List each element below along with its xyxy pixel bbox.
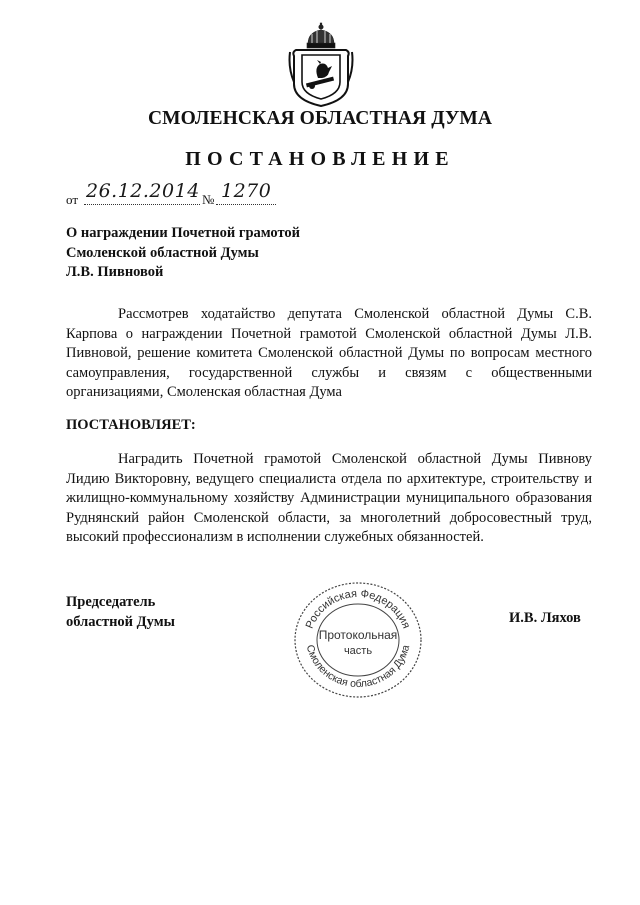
handwritten-number: 1270 <box>221 180 272 202</box>
handwritten-date: 26.12.2014 <box>86 180 200 202</box>
preamble-text: Рассмотрев ходатайство депутата Смоленской областной Думы С.В. Карпова о награждении Почетной грамотой Смоленской областной Думы Л.В. Пивновой, решение комитета Смоленской областной Думы по вопросам местного самоуправления, государственной службы и связям с общественными организациями, Смоленская областная Дума <box>66 306 592 401</box>
date-underline <box>84 204 200 205</box>
smolensk-coat-of-arms-icon <box>288 22 354 108</box>
resolves-heading: ПОСТАНОВЛЯЕТ: <box>66 417 196 433</box>
stamp-center-line1: Протокольная <box>318 628 398 642</box>
subject-line: Смоленской областной Думы <box>66 244 259 261</box>
official-stamp <box>293 581 423 700</box>
stamp-bottom-arc-text: Смоленская областная Дума <box>303 643 413 691</box>
subject-block <box>66 224 300 283</box>
signatory-title-line: областной Думы <box>66 613 175 630</box>
subject-line: Л.В. Пивновой <box>66 264 164 280</box>
document-type-title: ПОСТАНОВЛЕНИЕ <box>185 148 455 170</box>
number-underline <box>216 204 276 205</box>
organization-title: СМОЛЕНСКАЯ ОБЛАСТНАЯ ДУМА <box>147 108 493 129</box>
signatory-title <box>66 593 175 632</box>
signatory-name: И.В. Ляхов <box>509 610 581 626</box>
stamp-top-arc-text: Российская Федерация <box>303 587 413 631</box>
from-label: от <box>66 192 79 207</box>
date-number-line <box>66 180 326 210</box>
resolution-paragraph <box>66 450 592 548</box>
preamble-paragraph <box>66 305 592 403</box>
stamp-center-line2: часть <box>343 645 373 657</box>
resolution-text: Наградить Почетной грамотой Смоленской областной Думы Пивнову Лидию Викторовну, ведущего специалиста отдела по архитектуре, строительству и жилищно-коммунальному хозяйству Администрации муниципального образования Руднянский район Смоленской области, за многолетний добросовестный труд, высокий профессионализм в исполнении служебных обязанностей. <box>66 451 592 546</box>
subject-line: О награждении Почетной грамотой <box>66 225 301 241</box>
signatory-title-line: Председатель <box>66 594 156 610</box>
number-label: № <box>202 192 215 207</box>
